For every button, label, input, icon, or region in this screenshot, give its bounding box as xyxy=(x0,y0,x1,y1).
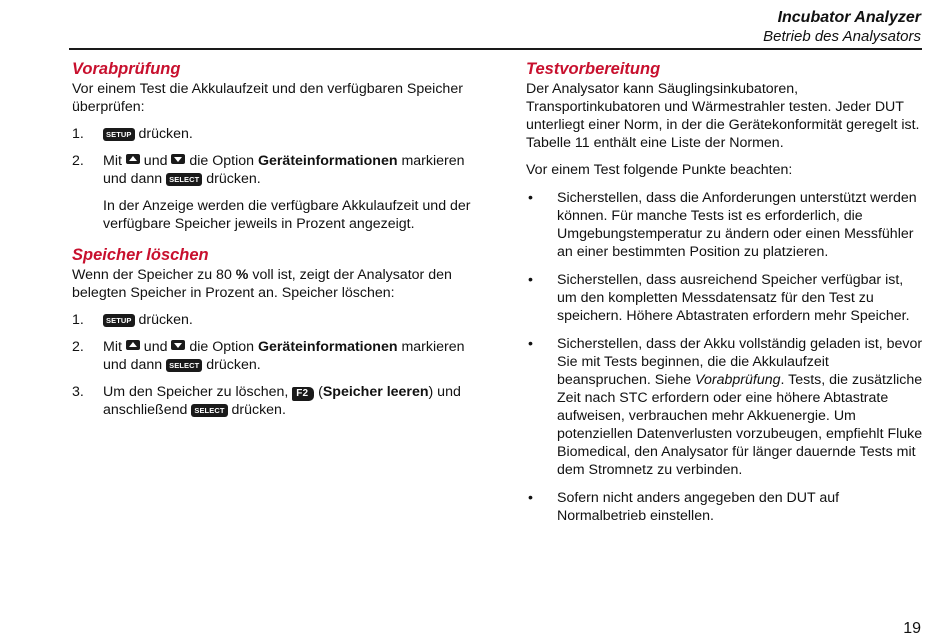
right-column xyxy=(526,59,926,535)
bullet-text: Sofern nicht anders angegeben den DUT auf Normalbetrieb einstellen. xyxy=(557,490,840,524)
vorab-step-2 xyxy=(72,152,472,188)
step-number: 1. xyxy=(72,312,84,328)
bullet-item xyxy=(526,271,926,325)
speicher-step-1 xyxy=(72,311,472,329)
step-number: 2. xyxy=(72,339,84,355)
step-text: Mit xyxy=(103,153,126,169)
running-header xyxy=(763,8,921,46)
bullet-item xyxy=(526,489,926,525)
page-number: 19 xyxy=(903,620,921,637)
step-text: drücken. xyxy=(134,312,193,328)
section-title-testvorbereitung: Testvorbereitung xyxy=(526,60,661,78)
left-column xyxy=(72,59,472,428)
speicher-step-3 xyxy=(72,383,472,419)
step-text: die Option xyxy=(185,153,258,169)
bullet-mark: • xyxy=(528,272,533,288)
softkey-label: Speicher leeren xyxy=(322,384,429,400)
speicher-intro xyxy=(72,266,472,302)
bullet-text: Sicherstellen, dass der Akku vollständig geladen ist, bevor Sie mit Tests beginnen, die die Akkulaufzeit beanspruchen. Siehe xyxy=(557,336,923,388)
cross-reference: Vorabprüfung xyxy=(695,372,781,388)
vorab-note: In der Anzeige werden die verfügbare Akkulaufzeit und der verfügbare Speicher jeweils in Prozent angezeigt. xyxy=(103,198,471,232)
percent-sign: % xyxy=(235,267,249,283)
step-number: 1. xyxy=(72,126,84,142)
vorab-intro: Vor einem Test die Akkulaufzeit und den verfügbaren Speicher überprüfen: xyxy=(72,81,463,115)
setup-key-icon: SETUP xyxy=(103,314,135,327)
speicher-step-2 xyxy=(72,338,472,374)
setup-key-icon: SETUP xyxy=(103,128,135,141)
intro-text: Wenn der Speicher zu 80 xyxy=(72,267,236,283)
arrow-up-key-icon xyxy=(126,340,140,350)
step-text: Um den Speicher zu löschen, xyxy=(103,384,293,400)
bullet-text: Sicherstellen, dass die Anforderungen unterstützt werden können. Für manche Tests ist es erforderlich, die Umgebungstemperatur zu ändern oder einen Messfühler an einer bestimmten Position zu platzieren. xyxy=(557,190,917,260)
step-text: markieren und dann xyxy=(103,153,465,187)
select-key-icon: SELECT xyxy=(191,404,227,417)
bullet-text: Sicherstellen, dass ausreichend Speicher verfügbar ist, um den kompletten Messdatensatz für den Test zu speichern. Höhere Abtastraten erfordern mehr Speicher. xyxy=(557,272,910,324)
step-text: drücken. xyxy=(202,357,261,373)
bullet-mark: • xyxy=(528,490,533,506)
section-title-vorabpruefung: Vorabprüfung xyxy=(72,60,181,78)
select-key-icon: SELECT xyxy=(166,359,202,372)
step-text: Mit xyxy=(103,339,126,355)
step-number: 3. xyxy=(72,384,84,400)
arrow-down-key-icon xyxy=(171,340,185,350)
f2-softkey-icon: F2 xyxy=(292,387,314,401)
step-text: ( xyxy=(314,384,323,400)
bullet-mark: • xyxy=(528,190,533,206)
step-text: die Option xyxy=(185,339,258,355)
intro-text: voll ist, zeigt der Analysator den belegten Speicher in Prozent an. Speicher löschen: xyxy=(72,267,452,301)
option-name: Geräteinformationen xyxy=(257,153,398,169)
step-text: drücken. xyxy=(227,402,286,418)
vorab-step-1 xyxy=(72,125,472,143)
bullet-text: . Tests, die zusätzliche Zeit nach STC erfordern oder eine höhere Abtastrate aufweisen, verbrauchen mehr Akkuenergie. Um potenziellen Datenverlusten vorzubeugen, empfiehlt Fluke Biomedical, den Analysator für länger dauernde Tests mit dem Stromnetz zu verbinden. xyxy=(557,372,923,478)
step-number: 2. xyxy=(72,153,84,169)
bullet-item xyxy=(526,335,926,479)
bullet-item xyxy=(526,189,926,261)
step-text: drücken. xyxy=(202,171,261,187)
option-name: Geräteinformationen xyxy=(257,339,398,355)
header-title: Incubator Analyzer xyxy=(777,9,921,26)
header-rule xyxy=(69,48,922,50)
arrow-up-key-icon xyxy=(126,154,140,164)
test-lead: Vor einem Test folgende Punkte beachten: xyxy=(526,162,793,178)
header-subtitle: Betrieb des Analysators xyxy=(763,28,921,45)
step-text: und xyxy=(139,153,172,169)
test-intro: Der Analysator kann Säuglingsinkubatoren, Transportinkubatoren und Wärmestrahler testen. Jeder DUT unterliegt einer Norm, in der die Gerätekonformität geregelt ist. Tabelle 11 enthält eine Liste der Normen. xyxy=(526,81,920,151)
step-text: ) und anschließend xyxy=(103,384,461,418)
bullet-mark: • xyxy=(528,336,533,352)
select-key-icon: SELECT xyxy=(166,173,202,186)
step-text: markieren und dann xyxy=(103,339,465,373)
section-title-speicher-loeschen: Speicher löschen xyxy=(72,246,209,264)
step-text: drücken. xyxy=(134,126,193,142)
step-text: und xyxy=(139,339,172,355)
arrow-down-key-icon xyxy=(171,154,185,164)
